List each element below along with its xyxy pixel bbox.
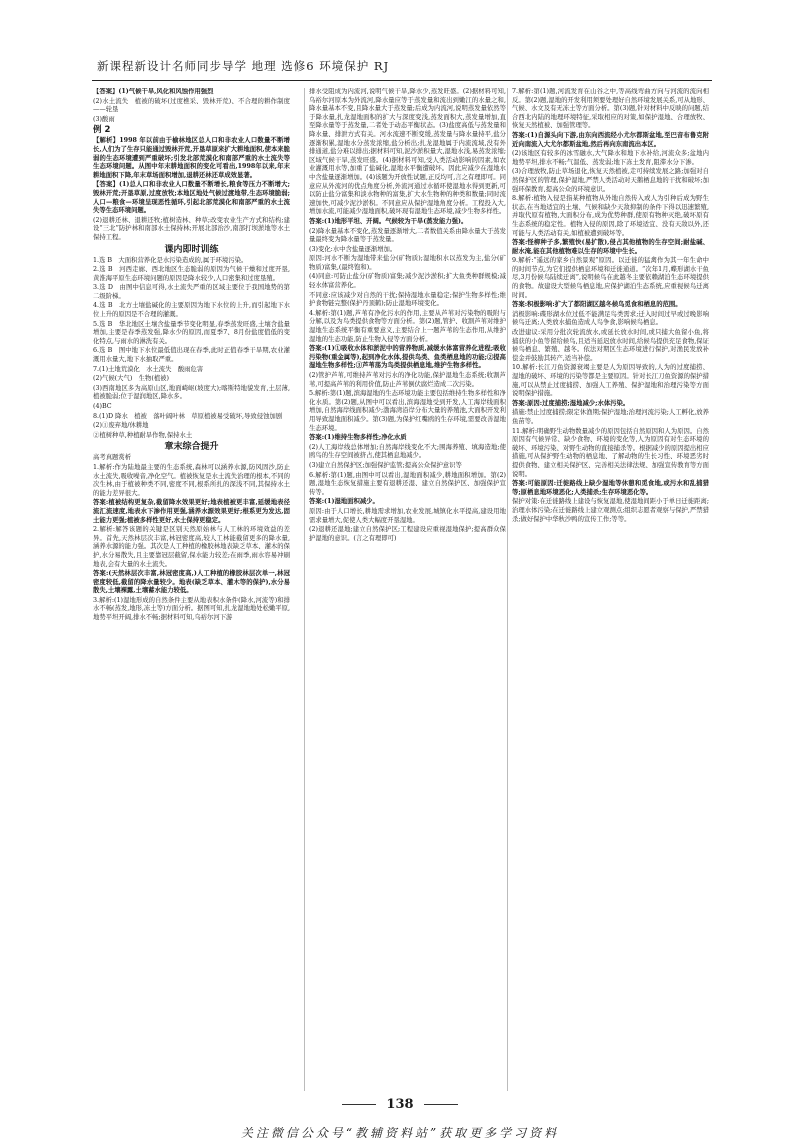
paragraph: 6.解析:第(1)题,由图中可以看出,湿地面积减少,耕地面积增加。第(2)题,湿地生态恢复措施主要有退耕还湿、建立自然保护区、加强保护宣传等。 [309,471,506,496]
paragraph: 7.解析:第(1)题,河流发育在山谷之中,等高线弯曲方向与河流的流向相反。第(2)题,湿地的开发利用须要处理好自然环境发展关系,可从地形、气候、水文及有无冻土等方面分析。第(3)题,针对材料中反映的问题,结合西北内陆的地理环境特征,采取相应的对策,如保护湿地、合理放牧、恢复天然植被、加强管理等。 [512,88,709,130]
paragraph: 答案:怪柳种子多,繁殖快(易扩散),侵占其他植物的生存空间;耐盐碱、耐水淹,能在其他植物难以生存的环境中生长。 [512,239,709,255]
paragraph: 4.选 B 北方土壤盐碱化的主要原因为地下水位的上升,而引起地下水位上升的原因是不合理的灌溉。 [93,302,290,319]
paragraph: (3)合理放牧,防止草场退化,恢复天然植被,走可持续发展之路;加强对自然保护区的管理,保护湿地,严禁人类活动对天鹅栖息地的干扰和破坏;加强环保教育,提高公众的环境意识。 [512,168,709,193]
column-right [512,88,709,1093]
column-middle [309,88,506,1093]
header-rule [92,80,712,81]
paragraph: 4.解析:第(1)题,芦苇有净化污水的作用,主要从芦苇对污染物的吸附与分解,以及为鸟类提供食物等方面分析。第(2)题,管护、收割芦苇对维护湿地生态系统平衡有重要意义,主要结合上一题芦苇的生态作用,从维护湿地的生态功能,防止生物入侵等方面分析。 [309,309,506,343]
paragraph: (2)人工海岸线总体增加;自然海岸线变化不大;围海养殖、填海造地;使鸥鸟的生存空间被挤占,使其栖息地减少。 [309,443,506,460]
paragraph: 5.选 B 华北地区土壤含盐量季节变化明显,春季蒸发旺盛,土壤含盐量增加,主要是春季蒸发强,降水少的原因,而夏季7、8月份盐度值低的变化特点,与雨水的淋洗有关。 [93,320,290,345]
paragraph: 保护对策:在迁徙路线上建设与恢复湿地,使湿地间距小于单日迁徙距离;治理水体污染;在迁徙路线上建立观测点;组织志愿者观察与保护,严禁猎杀;做好保护中华秋沙鸭的宣传工作;等等。 [512,498,709,523]
footer-note: 关注微信公众号“教辅资料站”获取更多学习资料 [240,1126,560,1140]
paragraph: 答案:(1)地形平坦、开阔。气候较为干旱(蒸发能力强)。 [309,217,468,225]
paragraph: (2)降水量基本不变化,蒸发量逐渐增大,二者数值关系由降水量大于蒸发量最终变为降水量等于蒸发量。 [309,227,506,244]
paragraph: 不同意:应该减少对自然的干扰;保持湿地水量稳定;保护生物多样性;维护食物链完整(保护丹顶鹤);防止湿地环境变化。 [309,291,506,308]
paragraph: 消极影响:碟形湖水位过低不能满足鸟类需求;迁入时间过早或过晚影响候鸟迁离;人类放水捕鱼造成人鸟争食,影响候鸟栖息。 [512,310,709,327]
paragraph: (2)气候(大气) 生物(植被) [93,375,169,383]
paragraph: 8.(1)D 降水 植被 落叶阔叶林 草原植被易受破坏,导致侵蚀加剧 [93,412,283,420]
paragraph: (4)同意:可防止盐分(矿物质)富集;减少泥沙淤积;扩大鱼类种群规模;减轻水体富营养化。 [309,273,506,290]
paragraph: 2.选 B 河西走廊、西北地区生态脆弱的原因为气候干燥和过度开垦,黄淮海平原生态环境问题的原因是降水较少,人口密集和过度垦殖。 [93,266,290,282]
paragraph: 答案:(1)自源头向下游,由东向西流经小尤尔都斯盆地,至巴音布鲁克附近向南流入大尤尔都斯盆地,然后再向东南流出本区。 [512,131,709,148]
paragraph: 1.解析:作为陆地最主要的生态系统,森林可以涵养水源,防风固沙,防止水土流失,吸收噪音,净化空气。植被恢复是水土流失治理的根本,不同的次生林,由于植被种类不同,密度不同,根系所扎的深浅不同,其保持水土的能力差异很大。 [93,463,290,497]
column-divider [507,88,508,1091]
running-header: 新课程新设计名师同步导学 地理 选修6 环境保护 RJ [97,59,390,73]
paragraph: 措施:禁止过度捕捞;限定休渔期;保护湿地;治理河流污染;人工孵化,放养鱼苗等。 [512,409,709,425]
paragraph: 10.解析:长江刀鱼资源衰竭主要是人为原因导致的,人为的过度捕捞、湿地的破坏、环境的污染等都是主要原因。针对长江刀鱼资源的保护措施,可以从禁止过度捕捞、加强人工养殖、保护湿地和治理污染等方面说明保护措施。 [512,364,709,398]
paragraph: (3)建立自然保护区;加强保护监管;提高公众保护意识等 [309,461,462,469]
paragraph: 【答案】(1)总人口和非农业人口数量不断增长,粮食等压力不断增大;毁林开荒;开垦草原,过度放牧;本地区地处气候过渡地带,生态环境脆弱;人口—粮食—环境呈现恶性循环,引起北部荒漠化和南部严重的水土流失等生态环境问题。 [93,181,290,215]
page-number [0,1097,800,1112]
paragraph: 7.(1)土地荒漠化 水土流失 酸雨危害 [93,365,204,373]
paragraph: 6.选 B 图中地下水位最低值出现在春季,此时正值春季干旱期,农业灌溉用水量大,地下水抽取严重。 [93,347,290,364]
paragraph: 11.解析:明确野生动物数量减少的原因包括自然原因和人为原因。自然原因有气候异常、缺少食物、环境的变化等,人为原因有对生态环境的破坏、环境污染、对野生动物的直接捕杀等。根据减少的原因提出相应措施,可从保护野生动物的栖息地、了解动物的生长习性、环境恶劣时提供食物、建立相关保护区、完善相关法律法规、加强宣传教育等方面说明。 [512,427,709,478]
paragraph: 原因:河水不断为湿地带来盐分(矿物质);湿地积水以蒸发为主,盐分(矿物质)富集,(最终饱和)。 [309,255,506,271]
column-left [93,88,290,1093]
column-divider [304,88,305,1091]
paragraph: 2.解析:解答该题的关键是区别天然原始林与人工林的环境效益的差异。首先,天然林层次丰富,林冠密度高,较人工林能截留更多的降水量,涵养水源的能力强。其次是人工种植的橡胶林地表缺乏草本、灌木的保护,水分易散失,且主要靠冠层截留,保水能力较差;在雨季,雨水容易冲刷地表,会有大量的水土流失。 [93,526,290,568]
paragraph: 9.解析:“遥远的家乡自然景观”原因。以迁徙的猛禽作为其一年生命中的时间节点,为它们提供栖息环境和迁徙通道。“次年1月,蝶形湖水干鱼尽,3月份候鸟陆续迁离”,说明候鸟在此越冬主要依赖湖泊生态环境提供的食物。故建设大型候鸟栖息地,应保护湖泊生态系统,应重视候鸟迁离时间。 [512,257,709,299]
page-number-text: 138 [386,1097,414,1112]
paragraph: 1.选 B 大面积营养化是水污染造成的,属于环境污染。 [93,256,248,264]
paragraph: 【答案】(1)气候干旱,风化和风蚀作用强烈 [93,88,214,95]
paragraph: 排水受阻成为内流河,说明气候干旱,降水少,蒸发旺盛。(2)据材料可知,乌裕尔河原本为外流河,降水量应等于蒸发量和流出到嫩江的水量之和,降水量基本不变,且降水量大于蒸发量;后成为内流河,说明蒸发量依然等于降水量,扎龙湿地面积的扩大与深度变浅,蒸发面积大,蒸发量增加,直至降水量等于蒸发量,二者处于动态平衡状态。(3)盐度高低与蒸发量和降水量、排泄方式有关。河水流速不断变缓,蒸发量与降水量持平,盐分逐渐积累,湿地水分蒸发浓缩,盐分析出;扎龙湿地属于内流流域,没有外排通道,盐分难以排出;据材料可知,泥沙淤积量大,湿地水浅,易蒸发浓缩;区域气候干旱,蒸发旺盛。(4)据材料可知,受人类活动影响的因素,如农业灌溉用水等,加重了盐碱化,湿地水平衡遭破坏。因此应减少在湿地水中含盐量逐渐增加。(4)该题为开放性试题,正反均可,言之有理即可。同意应从外流河的优点角度分析,外流河通过水循环使湿地水得到更新,可以防止盐分富集和淡水物种的富集,扩大水生物种的种类和数量;同时流速加快,可减少泥沙淤积。不同意应从保护湿地角度分析。工程投入大,增加水流,可能减少湿地面积,破坏现有湿地生态环境,减少生物多样性。 [309,88,506,216]
paragraph: 答案:积极影响:扩大了都阳湖区越冬候鸟觅食和栖息的范围。 [512,301,682,309]
section-heading: 例 2 [93,125,111,136]
paragraph: ②植树种草,种植耐旱作物,保持水土 [93,431,193,439]
section-heading: 章末综合提升 [164,442,219,453]
paragraph: 原因:由于人口增长,耕地需求增加,农业发展,城镇化水平提高,建设用地需求量增大,促使人类大幅度开垦湿地。 [309,507,506,524]
paragraph: 3.解析:(1)湿地形成的自然条件主要从地表积水条件(降水,河流等)和排水不畅(蒸发,地形,冻土等)方面分析。据图可知,扎龙湿地地处松嫩平原,地势平坦开阔,排水不畅;据材料可知,乌裕尔河下游 [93,596,290,622]
paragraph: (2)退耕还林、退耕还牧;植树造林、种草;改变农业生产方式和结构;建设“三北”防护林和南部水土保持林;开展北部治沙,南部打坝淤地等水土保持工程。 [93,216,290,241]
paragraph: 答案:(1)①吸收水体和淤泥中的营养物质,减缓水体富营养化进程;吸收污染物(重金属等),起到净化水体,提供鸟类、鱼类栖息地的功能;②提高湿地生物多样性;③芦苇荡为鸟类提供栖息地,维护生物多样性。 [309,345,506,370]
paragraph: 答案:原因:过度捕捞;湿地减少;水体污染。 [512,399,630,407]
paragraph: 5.解析:第(1)题,滨海湿地的生态环境功能主要包括维持生物多样性和净化水质。第(2)题,从图中可以看出,滨海湿地受到开发,人工海岸线面积增加,自然海岸线面积减少;渤海湾沿岸分布大量的养殖池,大面积开发利用导致湿地面积减少。第(3)题,为保护红嘴鸥的生存环境,需要改善湿地生态环境。 [309,390,506,432]
paragraph: 答案:(1)维持生物多样性;净化水质 [309,434,407,442]
paragraph: (3)变化:水中含盐量逐渐增加。 [309,245,397,253]
paragraph: 改进建议:采用分批次轮流放水,或延长放水时间,或只捕大鱼留小鱼,将捕获的小鱼等留给候鸟,且适当延迟放水时间,给候鸟提供充足食物,保证候鸟栖息、繁殖、越冬。依法对期区生态环境进行保护,对渔民发放补偿金并鼓励其转产,适当补偿。 [512,329,709,362]
paragraph: (4)BC [93,403,112,410]
paragraph: (2)水土流失 植被的破坏(过度樵采、毁林开荒)、不合理的耕作制度——轮垦 [93,97,290,114]
section-heading: 课内即时训练 [164,244,219,255]
paragraph: (2)该地区有较多的冰雪融水,大气降水和地下水补给,河流众多;盆地内地势平坦,排水不畅;气温低、蒸发弱;地下冻土发育,阻滞水分下渗。 [512,150,709,166]
paragraph: 【解析】1998 年以前由于榆林地区总人口和非农业人口数量不断增长,人们为了生存只能通过毁林开荒,开垦草原来扩大耕地面积,使本来脆弱的生态环境遭到严重破坏;引发北部荒漠化和南部严重的水土流失等生态环境问题。从图中年末耕地面积的变化可看出,1998年以来,年末耕地面积下降,年末草场面积增加,退耕还林还草成效显著。 [93,137,290,179]
paragraph: (2)管护芦苇,可维持芦苇对污水的净化功能,保护湿地生态系统;收割芦苇,可提高芦苇的利用价值,防止芦苇倒伏腐烂造成二次污染。 [309,372,506,388]
paragraph: 答案:可能原因:迁徙路线上缺少湿地等休憩和觅食地,或污水和乱捕猎等;原栖息地环境恶化;人类捕杀;生存环境恶化等。 [512,480,709,496]
paragraph: 高考真题赏析 [93,454,132,462]
paragraph: 8.解析:植物入侵是指某种植物从外地自然传入或人为引种后成为野生状态,在当地适宜的土壤、气候和缺少天敌抑制的条件下得以迅速繁殖,并取代原有植物,大面积分布,成为优势种群,使原有物种灭绝,破坏原有生态系统的稳定性。植物入侵的原因,除了环境适宜、没有天敌以外,还可能与人类活动有关,如植被遭到破坏等。 [512,195,709,237]
paragraph: 3.选 D 由图中信息可得,水土流失严重的区域主要位于我国地势的第二级阶梯。 [93,284,290,300]
paragraph: (3)西南地区多为高原山区,地面崎岖(坡度大);喀斯特地貌发育,土层薄,植被脆弱;位于湿润地区,降水多。 [93,384,290,401]
paragraph: (2)退耕还湿地;建立自然保护区;工程建设应重视湿地保护;提高群众保护湿地的意识。(言之有理即可) [309,526,506,542]
paragraph: 答案:(天然林层次丰富,林冠密度高,)人工种植的橡胶林层次单一,林冠密度较低,截留的降水量较少。地表(缺乏草本、灌木等的保护),水分易散失,土壤裸露,土壤蓄水能力较低。 [93,570,290,595]
paragraph: 答案:(1)湿地面积减少。 [309,498,379,506]
paragraph: (3)酸雨 [93,115,115,123]
paragraph: (2)①废弃地/休耕地 [93,422,149,430]
paragraph: 答案:植被结构更复杂,截留降水效果更好;地表植被更丰富,延缓地表径流汇流速度,地表水下渗作用更强,涵养水源效果更好;根系更为发达,固土能力更强;植被多样性更好,水土保持更稳定。 [93,499,290,524]
